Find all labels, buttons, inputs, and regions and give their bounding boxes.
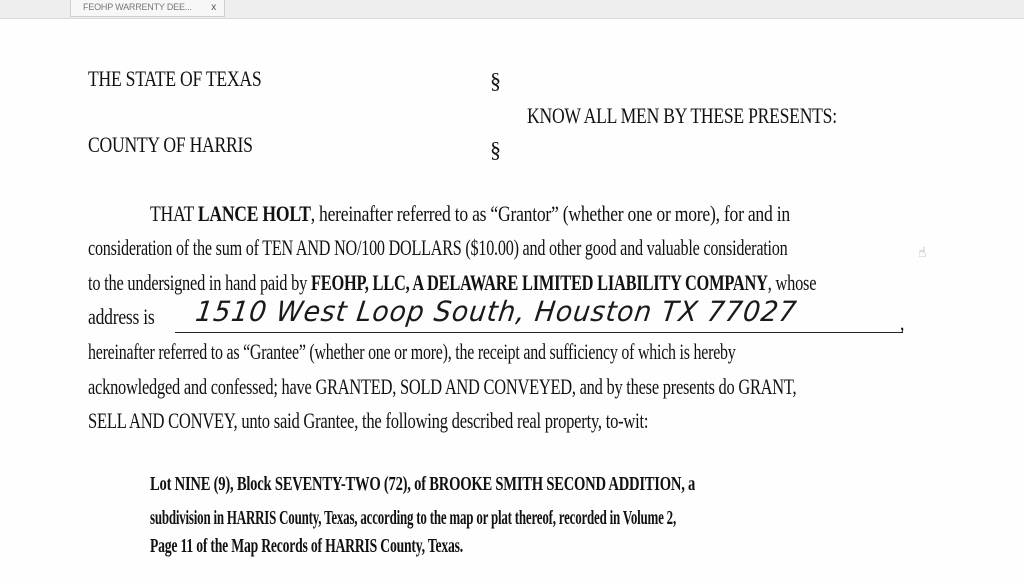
tab-title: FEOHP WARRENTY DEE...: [83, 2, 192, 12]
address-label: address is: [88, 304, 155, 329]
body-line-5: hereinafter referred to as “Grantee” (whether one or more), the receipt and sufficiency of which is hereby: [88, 339, 736, 364]
line-3-text-a: to the undersigned in hand paid by: [88, 270, 311, 295]
know-all-heading: KNOW ALL MEN BY THESE PRESENTS:: [527, 103, 837, 128]
hand-cursor-icon: ☝: [918, 245, 927, 261]
address-comma: ,: [900, 310, 905, 335]
body-line-1: [150, 201, 790, 227]
document-tab[interactable]: [70, 0, 225, 17]
grantee-name: FEOHP, LLC, A DELAWARE LIMITED LIABILITY COMPANY: [310, 270, 768, 295]
body-line-3: [88, 270, 816, 296]
legal-line-3: Page 11 of the Map Records of HARRIS County, Texas.: [150, 535, 463, 557]
body-line-6: acknowledged and confessed; have GRANTED, SOLD AND CONVEYED, and by these presents do GRANT,: [88, 374, 797, 399]
line-3-text-b: , whose: [767, 270, 817, 295]
handwritten-address: 1510 West Loop South, Houston TX 77027: [193, 295, 800, 328]
section-mark-2: §: [490, 137, 501, 162]
grantor-name: LANCE HOLT: [197, 201, 311, 226]
section-mark-1: §: [490, 68, 501, 93]
county-heading: COUNTY OF HARRIS: [88, 132, 253, 157]
tab-bar: [0, 0, 1024, 19]
close-tab-icon[interactable]: x: [211, 2, 216, 13]
line-1-text-a: THAT: [150, 201, 198, 226]
body-line-7: SELL AND CONVEY, unto said Grantee, the following described real property, to-wit:: [88, 408, 649, 433]
line-1-text-b: , hereinafter referred to as “Grantor” (whether one or more), for and in: [310, 201, 790, 226]
document-page: [0, 19, 1024, 581]
legal-line-2: subdivision in HARRIS County, Texas, according to the map or plat thereof, recorded in Volume 2,: [150, 507, 676, 529]
body-line-2: consideration of the sum of TEN AND NO/100 DOLLARS ($10.00) and other good and valuable consideration: [88, 235, 788, 260]
legal-line-1: Lot NINE (9), Block SEVENTY-TWO (72), of BROOKE SMITH SECOND ADDITION, a: [150, 473, 696, 495]
address-underline: [175, 332, 903, 333]
state-heading: THE STATE OF TEXAS: [88, 66, 262, 91]
